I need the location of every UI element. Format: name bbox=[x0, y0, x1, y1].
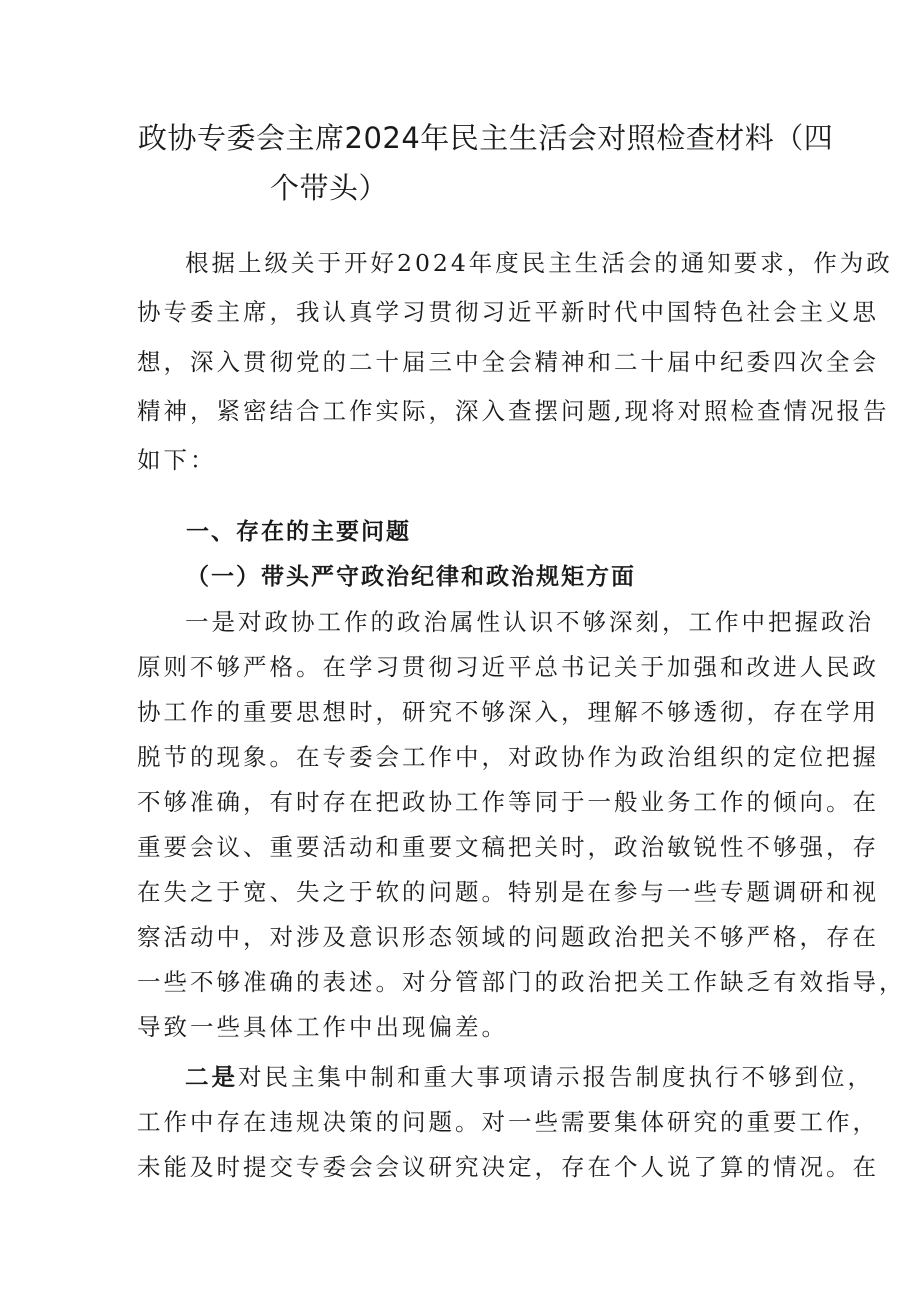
paragraph-line: 察活动中，对涉及意识形态领域的问题政治把关不够严格，存在 bbox=[137, 923, 879, 951]
paragraph-line: 工作中存在违规决策的问题。对一些需要集体研究的重要工作， bbox=[137, 1108, 879, 1136]
paragraph-line: 原则不够严格。在学习贯彻习近平总书记关于加强和改进人民政 bbox=[137, 653, 879, 681]
document-title-line-2: 个带头） bbox=[270, 171, 389, 205]
intro-line: 根据上级关于开好2024年度民主生活会的通知要求，作为政 bbox=[185, 249, 893, 277]
section-heading: 一、存在的主要问题 bbox=[186, 519, 411, 545]
paragraph-line: 未能及时提交专委会会议研究决定，存在个人说了算的情况。在 bbox=[137, 1153, 879, 1181]
paragraph-line: 在失之于宽、失之于软的问题。特别是在参与一些专题调研和视 bbox=[137, 878, 879, 906]
document-title-line-1: 政协专委会主席2024年民主生活会对照检查材料（四 bbox=[138, 121, 834, 155]
paragraph-line: 协工作的重要思想时，研究不够深入，理解不够透彻，存在学用 bbox=[137, 698, 879, 726]
paragraph-line-rest: 对民主集中制和重大事项请示报告制度执行不够到位， bbox=[238, 1063, 874, 1091]
paragraph-lead: 二是 bbox=[185, 1063, 238, 1091]
paragraph-line bbox=[185, 1058, 874, 1092]
intro-line: 协专委主席，我认真学习贯彻习近平新时代中国特色社会主义思 bbox=[137, 298, 879, 326]
intro-line: 如下： bbox=[137, 446, 217, 474]
paragraph-line: 一是对政协工作的政治属性认识不够深刻，工作中把握政治 bbox=[185, 608, 874, 636]
paragraph-line: 重要会议、重要活动和重要文稿把关时，政治敏锐性不够强，存 bbox=[137, 833, 879, 861]
intro-line: 精神，紧密结合工作实际，深入查摆问题,现将对照检查情况报告 bbox=[137, 397, 890, 425]
paragraph-line: 不够准确，有时存在把政协工作等同于一般业务工作的倾向。在 bbox=[137, 788, 879, 816]
intro-line: 想，深入贯彻党的二十届三中全会精神和二十届中纪委四次全会 bbox=[137, 348, 879, 376]
paragraph-line: 一些不够准确的表述。对分管部门的政治把关工作缺乏有效指导， bbox=[137, 968, 906, 996]
paragraph-line: 脱节的现象。在专委会工作中，对政协作为政治组织的定位把握 bbox=[137, 743, 879, 771]
paragraph-line: 导致一些具体工作中出现偏差。 bbox=[137, 1013, 508, 1041]
subsection-heading: （一）带头严守政治纪律和政治规矩方面 bbox=[186, 564, 636, 590]
